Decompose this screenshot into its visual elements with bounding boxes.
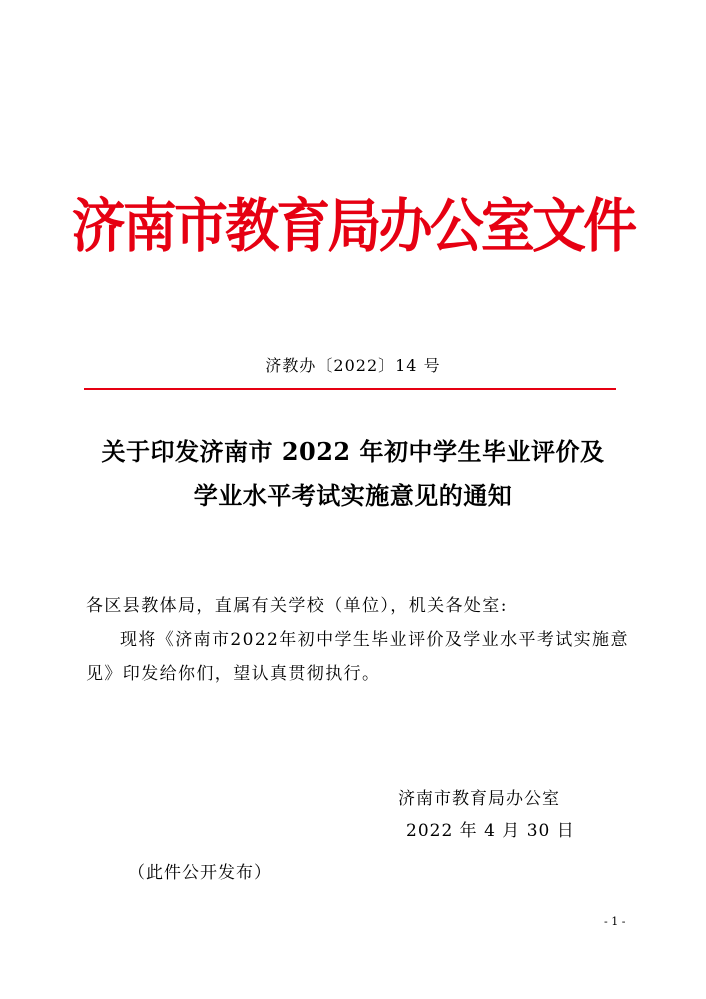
- document-title-line-1: 关于印发济南市 2022 年初中学生毕业评价及: [101, 437, 605, 466]
- document-title-line-2: 学业水平考试实施意见的通知: [193, 481, 513, 510]
- signature-date: 2022 年 4 月 30 日: [406, 821, 575, 841]
- red-divider-line: [84, 388, 616, 390]
- page-number: - 1 -: [604, 915, 626, 928]
- publication-notice: （此件公开发布）: [128, 863, 272, 883]
- body-paragraph-line-2: 见》印发给你们，望认真贯彻执行。: [86, 664, 381, 684]
- signature-organization: 济南市教育局办公室: [398, 789, 560, 809]
- document-masthead: 济南市教育局办公室文件: [71, 192, 635, 260]
- salutation: 各区县教体局，直属有关学校（单位），机关各处室:: [86, 596, 508, 616]
- document-number: 济教办〔2022〕14 号: [265, 356, 441, 375]
- body-paragraph-line-1: 现将《济南市2022年初中学生毕业评价及学业水平考试实施意: [120, 630, 629, 650]
